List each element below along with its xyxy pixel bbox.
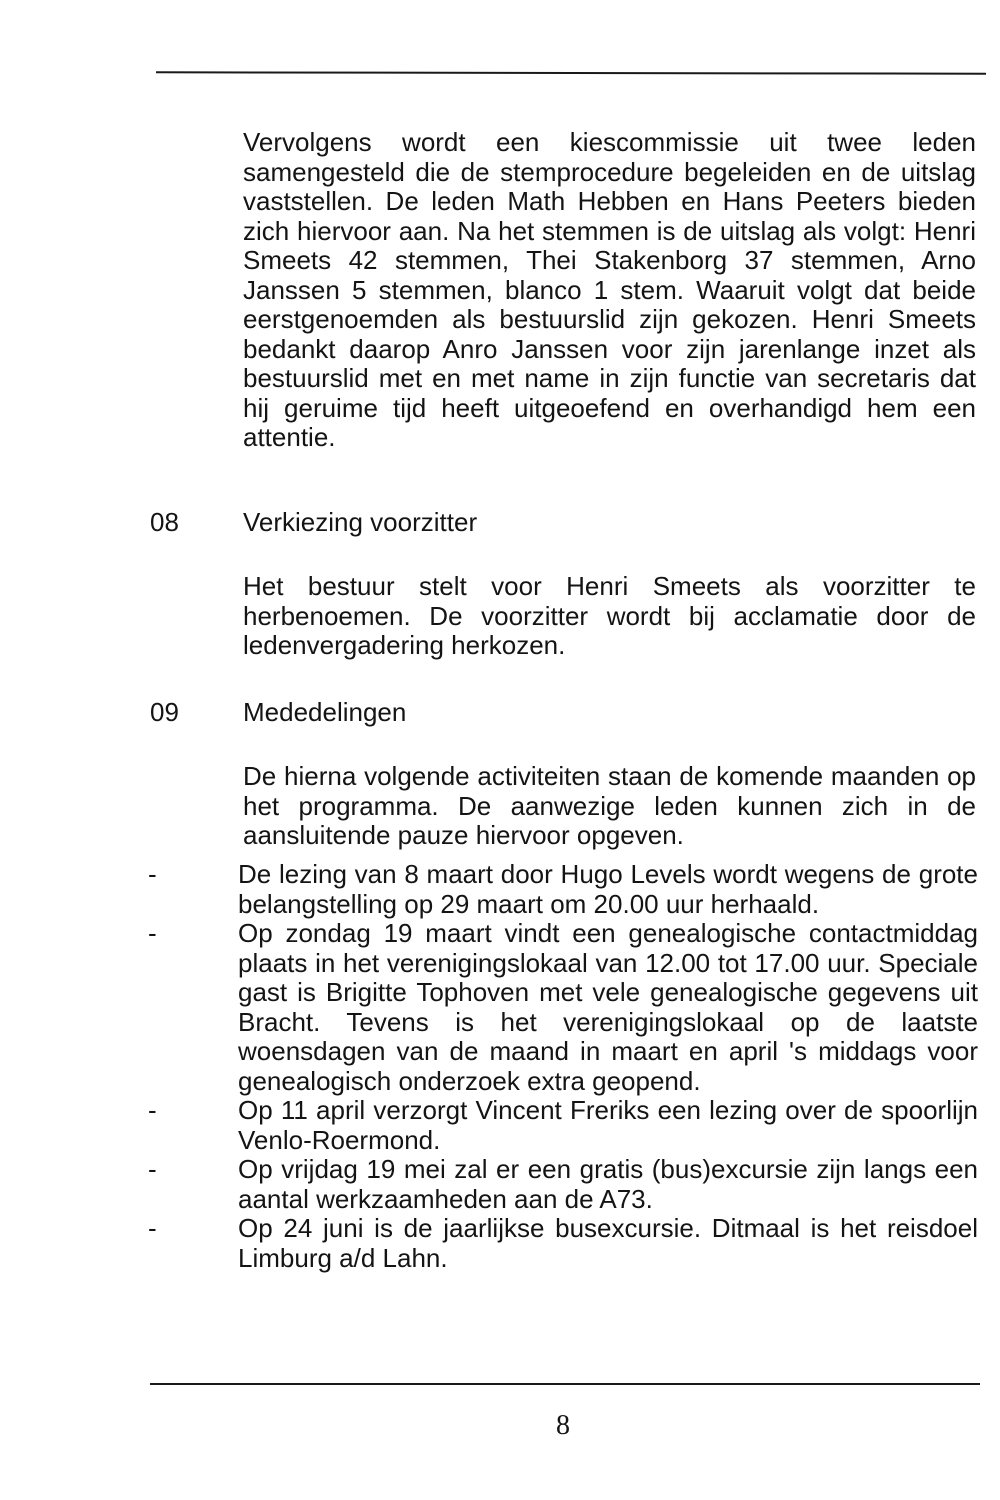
bullet-dash: -	[148, 1213, 157, 1243]
list-item-text: Op zondag 19 maart vindt een genealogische contactmiddag plaats in het verenigingslokaal van 12.00 tot 17.00 uur. Speciale gast is Brigitte Tophoven met vele genealogische gegevens uit Bracht. Tevens is het verenigingslokaal op de laatste woensdagen van de maand in maart en april 's middags voor genealogisch onderzoek extra geopend.	[238, 918, 978, 1096]
bullet-dash: -	[148, 1095, 157, 1125]
bullet-dash: -	[148, 1154, 157, 1184]
intro-paragraph: Vervolgens wordt een kiescommissie uit twee leden samengesteld die de stemprocedure begeleiden en de uitslag vaststellen. De leden Math Hebben en Hans Peeters bieden zich hiervoor aan. Na het stemmen is de uitslag als volgt: Henri Smeets 42 stemmen, Thei Stakenborg 37 stemmen, Arno Janssen 5 stemmen, blanco 1 stem. Waaruit volgt dat beide eerstgenoemden als bestuurslid zijn gekozen. Henri Smeets bedankt daarop Anro Janssen voor zijn jarenlange inzet als bestuurslid met en met name in zijn functie van secretaris dat hij geruime tijd heeft uitgeoefend en overhandigd hem een attentie.	[243, 127, 976, 452]
list-item-text: De lezing van 8 maart door Hugo Levels wordt wegens de grote belangstelling op 29 maart om 20.00 uur herhaald.	[238, 859, 978, 919]
section-08-paragraph: Het bestuur stelt voor Henri Smeets als voorzitter te herbenoemen. De voorzitter wordt bij acclamatie door de ledenvergadering herkozen.	[243, 571, 976, 660]
section-heading-verkiezing: Verkiezing voorzitter	[243, 507, 478, 537]
list-item-text: Op 11 april verzorgt Vincent Freriks een lezing over de spoorlijn Venlo-Roermond.	[238, 1095, 978, 1155]
list-item	[148, 1214, 978, 1273]
activities-list	[148, 860, 978, 1273]
list-item	[148, 860, 978, 919]
section-heading-mededelingen: Mededelingen	[243, 697, 407, 727]
bullet-dash: -	[148, 918, 157, 948]
bullet-dash: -	[148, 859, 157, 889]
top-rule	[156, 71, 986, 74]
section-09-paragraph: De hierna volgende activiteiten staan de komende maanden op het programma. De aanwezige leden kunnen zich in de aansluitende pauze hiervoor opgeven.	[243, 761, 976, 850]
section-number-08: 08	[150, 507, 179, 537]
list-item	[148, 1155, 978, 1214]
page-number: 8	[556, 1410, 570, 1441]
list-item-text: Op vrijdag 19 mei zal er een gratis (bus)excursie zijn langs een aantal werkzaamheden aan de A73.	[238, 1154, 978, 1214]
list-item	[148, 919, 978, 1096]
list-item	[148, 1096, 978, 1155]
bottom-rule	[150, 1383, 980, 1385]
section-number-09: 09	[150, 697, 179, 727]
list-item-text: Op 24 juni is de jaarlijkse busexcursie. Ditmaal is het reisdoel Limburg a/d Lahn.	[238, 1213, 978, 1273]
